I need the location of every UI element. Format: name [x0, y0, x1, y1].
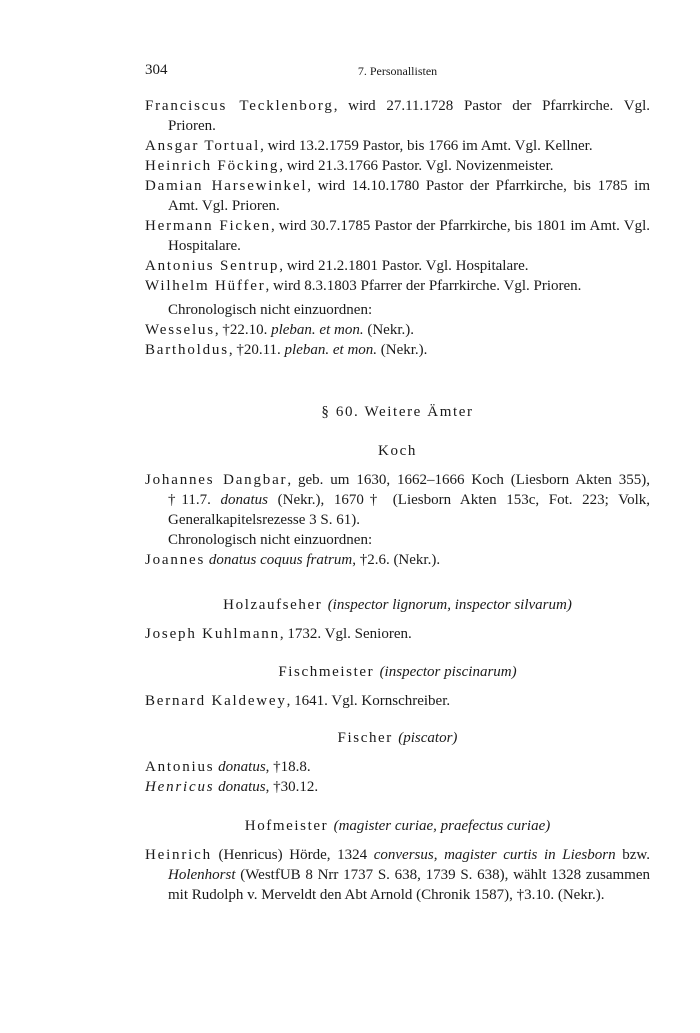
- person-name: Johannes Dangbar: [145, 472, 288, 488]
- person-name: Antonius: [145, 759, 215, 775]
- person-name: Hermann Ficken: [145, 218, 271, 234]
- entry-text: , wird 21.2.1801 Pastor. Vgl. Hospitalare.: [279, 258, 529, 274]
- list-item: [145, 276, 650, 296]
- hofmeister-list: [145, 845, 650, 905]
- list-item: Bernard Kaldewey, 1641. Vgl. Kornschreiber.: [145, 693, 451, 709]
- list-item: [145, 216, 650, 256]
- page-header: [145, 62, 650, 82]
- list-item: [145, 136, 650, 156]
- running-title: 7. Personallisten: [357, 64, 438, 78]
- list-item: [145, 176, 650, 216]
- person-name: Ansgar Tortual: [145, 138, 261, 154]
- subsection-fischmeister: Fischmeister (inspector piscinarum): [278, 664, 517, 680]
- chronology-note: Chronologisch nicht einzuordnen:: [168, 532, 373, 548]
- entry-text: , wird 30.7.1785 Pastor der Pfarrkirche, bis 1801 im Amt. Vgl. Hospitalare.: [168, 218, 650, 254]
- person-name: Heinrich Föcking: [145, 158, 280, 174]
- list-item: [145, 256, 650, 276]
- list-item: Joannes donatus coquus fratrum, †2.6. (Nekr.).: [145, 552, 441, 568]
- person-name: Joannes: [145, 552, 206, 568]
- entry-text: , wird 14.10.1780 Pastor der Pfarrkirche, bis 1785 im Amt. Vgl. Prioren.: [168, 178, 650, 214]
- entry-text: , wird 21.3.1766 Pastor. Vgl. Novizenmeister.: [279, 158, 554, 174]
- list-item: [145, 156, 650, 176]
- subsection-hofmeister: Hofmeister (magister curiae, praefectus curiae): [244, 818, 551, 834]
- entry-text: , wird 13.2.1759 Pastor, bis 1766 im Amt. Vgl. Kellner.: [260, 138, 593, 154]
- page-number: 304: [145, 62, 168, 78]
- list-item: Bartholdus, †20.11. pleban. et mon. (Nekr.).: [145, 342, 428, 358]
- list-item: Antonius donatus, †18.8.: [145, 759, 311, 775]
- list-item: Henricus donatus, †30.12.: [145, 779, 319, 795]
- pastor-list: [145, 96, 650, 360]
- holzaufseher-list: [145, 624, 650, 644]
- fischer-list: [145, 757, 650, 797]
- person-name: Bartholdus: [145, 342, 229, 358]
- list-item: Heinrich (Henricus) Hörde, 1324 conversus, magister curtis in Liesborn bzw. Holenhorst (WestfUB 8 Nrr 1737 S. 638, 1739 S. 638), wählt 1328 zusammen mit Rudolph v. Merveldt den Abt Arnold (Chronik 1587), †3.10. (Nekr.).: [145, 847, 650, 903]
- person-name: Bernard Kaldewey: [145, 693, 287, 709]
- entry-text: , wird 27.11.1728 Pastor der Pfarrkirche. Vgl. Prioren.: [168, 98, 650, 134]
- person-name: Henricus: [145, 779, 215, 795]
- chronology-note: Chronologisch nicht einzuordnen:: [168, 302, 373, 318]
- list-item: Johannes Dangbar, geb. um 1630, 1662–1666 Koch (Liesborn Akten 355), †11.7. donatus (Nekr.), 1670† (Liesborn Akten 153c, Fot. 223; Volk, Generalkapitelsrezesse 3 S. 61).: [145, 472, 650, 528]
- person-name: Franciscus Tecklenborg: [145, 98, 334, 114]
- subsection-holzaufseher: Holzaufseher (inspector lignorum, inspector silvarum): [223, 597, 572, 613]
- subsection-koch: Koch: [378, 443, 417, 459]
- person-name: Wesselus: [145, 322, 215, 338]
- entry-text: , wird 8.3.1803 Pfarrer der Pfarrkirche. Vgl. Prioren.: [265, 278, 582, 294]
- person-name: Wilhelm Hüffer: [145, 278, 266, 294]
- person-name: Damian Harsewinkel: [145, 178, 308, 194]
- person-name: Heinrich: [145, 847, 212, 863]
- subsection-fischer: Fischer (piscator): [337, 730, 458, 746]
- fischmeister-list: [145, 691, 650, 711]
- koch-list: [145, 470, 650, 570]
- person-name: Antonius Sentrup: [145, 258, 280, 274]
- list-item: Wesselus, †22.10. pleban. et mon. (Nekr.).: [145, 322, 414, 338]
- section-title: § 60. Weitere Ämter: [321, 404, 474, 420]
- person-name: Joseph Kuhlmann: [145, 626, 280, 642]
- list-item: Joseph Kuhlmann, 1732. Vgl. Senioren.: [145, 626, 412, 642]
- list-item: [145, 96, 650, 136]
